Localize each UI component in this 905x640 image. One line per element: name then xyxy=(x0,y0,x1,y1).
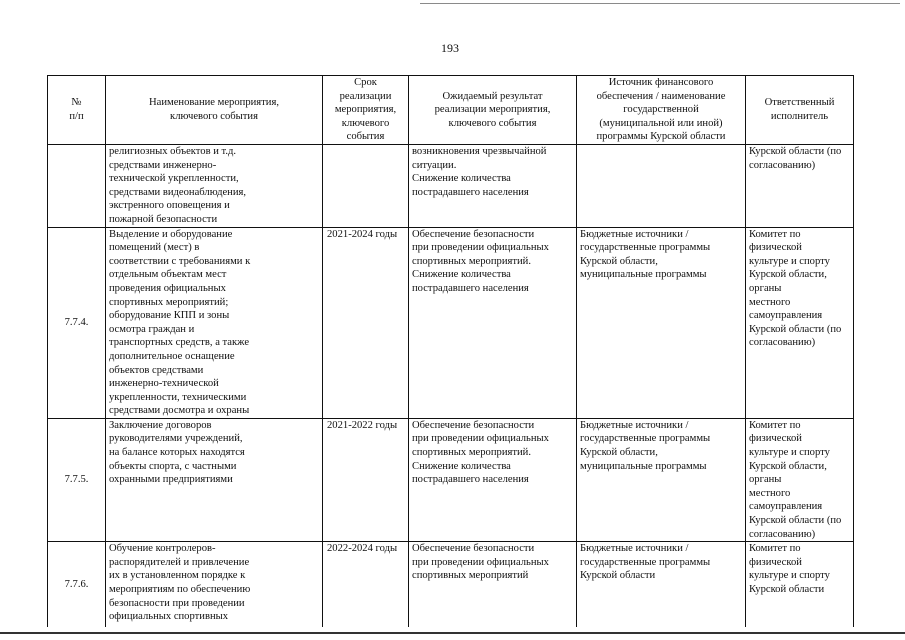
row-funding-source: Бюджетные источники / государственные программы Курской области, муниципальные программы xyxy=(577,418,746,541)
header-expected-result: Ожидаемый результат реализации мероприятия, ключевого события xyxy=(409,76,577,145)
row-term xyxy=(323,145,409,228)
row-event-name: Заключение договоров руководителями учреждений, на балансе которых находятся объекты спорта, с частными охранными предприятиями xyxy=(106,418,323,541)
header-executor: Ответственный исполнитель xyxy=(746,76,854,145)
table-body xyxy=(48,145,854,628)
row-expected-result: возникновения чрезвычайной ситуации. Снижение количества пострадавшего населения xyxy=(409,145,577,228)
header-number: № п/п xyxy=(48,76,106,145)
page-number: 193 xyxy=(441,41,459,55)
header-event-name: Наименование мероприятия, ключевого события xyxy=(106,76,323,145)
row-executor: Комитет по физической культуре и спорту Курской области xyxy=(746,542,854,628)
row-event-name: религиозных объектов и т.д. средствами инженерно- технической укрепленности, средствами видеонаблюдения, экстренного оповещения и пожарной безопасности xyxy=(106,145,323,228)
row-term: 2022-2024 годы xyxy=(323,542,409,628)
row-number xyxy=(48,145,106,228)
table-header xyxy=(48,76,854,145)
row-funding-source: Бюджетные источники / государственные программы Курской области xyxy=(577,542,746,628)
row-executor: Курской области (по согласованию) xyxy=(746,145,854,228)
row-term: 2021-2022 годы xyxy=(323,418,409,541)
row-number: 7.7.4. xyxy=(48,227,106,418)
row-number: 7.7.5. xyxy=(48,418,106,541)
row-funding-source xyxy=(577,145,746,228)
header-funding-source: Источник финансового обеспечения / наименование государственной (муниципальной или иной) программы Курской области xyxy=(577,76,746,145)
row-event-name: Обучение контролеров- распорядителей и привлечение их в установленном порядке к мероприятиям по обеспечению безопасности при проведении официальных спортивных xyxy=(106,542,323,628)
measures-table xyxy=(47,75,854,627)
header-term: Срок реализации мероприятия, ключевого события xyxy=(323,76,409,145)
row-expected-result: Обеспечение безопасности при проведении официальных спортивных мероприятий. Снижение количества пострадавшего населения xyxy=(409,227,577,418)
row-number: 7.7.6. xyxy=(48,542,106,628)
row-executor: Комитет по физической культуре и спорту Курской области, органы местного самоуправления Курской области (по согласованию) xyxy=(746,418,854,541)
row-expected-result: Обеспечение безопасности при проведении официальных спортивных мероприятий. Снижение количества пострадавшего населения xyxy=(409,418,577,541)
header-row xyxy=(48,76,854,145)
row-expected-result: Обеспечение безопасности при проведении официальных спортивных мероприятий xyxy=(409,542,577,628)
row-executor: Комитет по физической культуре и спорту Курской области, органы местного самоуправления Курской области (по согласованию) xyxy=(746,227,854,418)
table-row xyxy=(48,542,854,628)
scan-edge-top xyxy=(420,3,900,4)
table-row xyxy=(48,418,854,541)
row-funding-source: Бюджетные источники / государственные программы Курской области, муниципальные программы xyxy=(577,227,746,418)
row-event-name: Выделение и оборудование помещений (мест) в соответствии с требованиями к отдельным объектам мест проведения официальных спортивных мероприятий; оборудование КПП и зоны осмотра граждан и транспортных средств, а также дополнительное оснащение объектов средствами инженерно-технической укрепленности, техническими средствами досмотра и охраны xyxy=(106,227,323,418)
table-row xyxy=(48,145,854,228)
row-term: 2021-2024 годы xyxy=(323,227,409,418)
table-row xyxy=(48,227,854,418)
scan-edge-bottom xyxy=(0,632,905,634)
